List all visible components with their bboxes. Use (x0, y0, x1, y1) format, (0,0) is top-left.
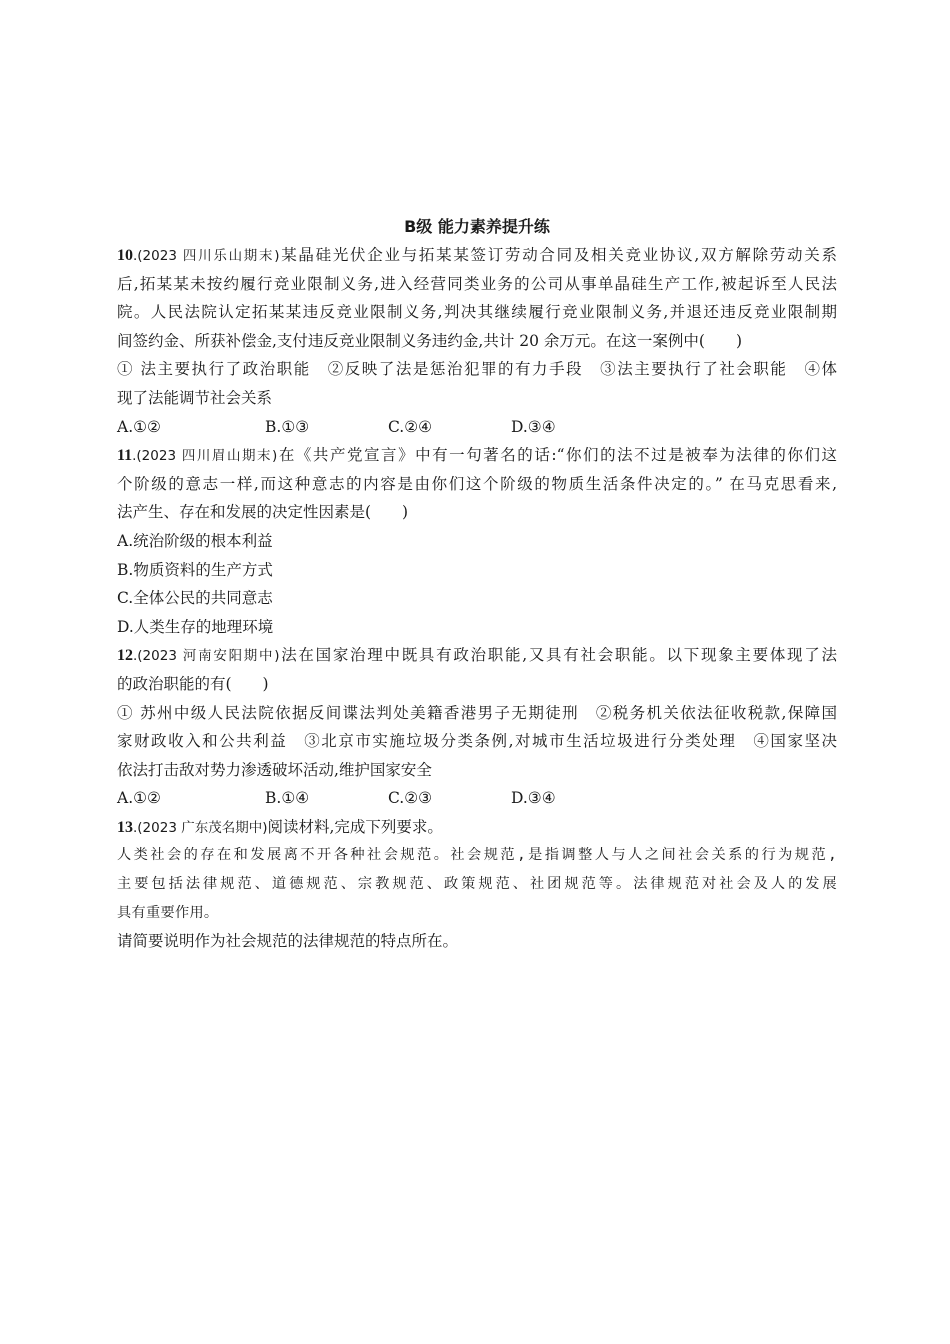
section-title: B级 能力素养提升练 (404, 217, 550, 236)
question-number: 10 (117, 247, 133, 264)
option-c: C.全体公民的共同意志 (117, 589, 273, 608)
question-10-options (117, 413, 837, 442)
question-stem: 阅读材料,完成下列要求。 (267, 817, 443, 836)
question-10-line-2: 后,拓某某未按约履行竞业限制义务,进入经营同类业务的公司从事单晶硅生产工作,被起诉至人民法 (117, 274, 837, 293)
question-source: .(2023 广东茂名期中) (133, 819, 268, 836)
option-d: D.人类生存的地理环境 (117, 617, 274, 636)
question-number: 11 (117, 447, 133, 465)
question-13-line-1 (117, 813, 837, 842)
option-c: C.②③ (388, 789, 433, 808)
question-10-line-3: 院。人民法院认定拓某某违反竞业限制义务,判决其继续履行竞业限制义务,并退还违反竞业限制期 (117, 303, 837, 322)
question-11-line-2: 个阶级的意志一样,而这种意志的内容是由你们这个阶级的物质生活条件决定的。” 在马克思看来, (117, 474, 837, 493)
option-a: A.①② (117, 417, 161, 436)
question-stem: 法在国家治理中既具有政治职能,又具有社会职能。以下现象主要体现了法 (279, 646, 837, 665)
question-12-line-2: 的政治职能的有( ) (117, 674, 269, 693)
question-10-line-1 (117, 241, 837, 270)
material-line-1: 人类社会的存在和发展离不开各种社会规范。社会规范,是指调整人与人之间社会关系的行为规范, (117, 847, 837, 864)
question-list (117, 241, 837, 956)
question-12-statements-3: 依法打击敌对势力渗透破坏活动,维护国家安全 (117, 760, 432, 779)
question-number: 12 (117, 647, 133, 665)
question-12-statements-2: 家财政收入和公共利益 ③北京市实施垃圾分类条例,对城市生活垃圾进行分类处理 ④国家坚决 (117, 732, 837, 751)
question-stem: 在《共产党宣言》中有一句著名的话:“你们的法不过是被奉为法律的你们这 (277, 446, 837, 465)
question-10-statements-1: ① 法主要执行了政治职能 ②反映了法是惩治犯罪的有力手段 ③法主要执行了社会职能 ④体 (117, 360, 837, 379)
question-12-statements-1: ① 苏州中级人民法院依据反间谍法判处美籍香港男子无期徒刑 ②税务机关依法征收税款,保障国 (117, 703, 837, 722)
question-stem: 某晶硅光伏企业与拓某某签订劳动合同及相关竞业协议,双方解除劳动关系 (279, 246, 837, 264)
question-12-line-1 (117, 641, 837, 670)
question-source: .(2023 四川乐山期末) (133, 248, 280, 264)
option-b: B.①④ (265, 789, 310, 808)
question-source: .(2023 河南安阳期中) (133, 648, 280, 665)
material-line-3: 具有重要作用。 (117, 904, 219, 921)
question-source: .(2023 四川眉山期末) (132, 448, 278, 465)
option-a: A.统治阶级的根本利益 (117, 531, 273, 550)
option-c: C.②④ (388, 417, 433, 436)
material-line-2: 主要包括法律规范、道德规范、宗教规范、政策规范、社团规范等。法律规范对社会及人的发展 (117, 876, 837, 893)
question-11-line-3: 法产生、存在和发展的决定性因素是( ) (117, 503, 409, 522)
question-number: 13 (117, 818, 133, 836)
option-b: B.①③ (265, 417, 310, 436)
question-10-line-4: 间签约金、所获补偿金,支付违反竞业限制义务违约金,共计 20 余万元。在这一案例中( ) (117, 331, 743, 350)
option-d: D.③④ (511, 789, 556, 808)
option-b: B.物质资料的生产方式 (117, 560, 273, 579)
option-d: D.③④ (511, 417, 556, 436)
question-10-statements-2: 现了法能调节社会关系 (117, 388, 273, 407)
question-13-prompt: 请简要说明作为社会规范的法律规范的特点所在。 (117, 932, 459, 951)
question-12-options (117, 784, 837, 813)
material-passage (117, 841, 837, 927)
question-11-line-1 (117, 441, 837, 470)
option-a: A.①② (117, 789, 161, 808)
